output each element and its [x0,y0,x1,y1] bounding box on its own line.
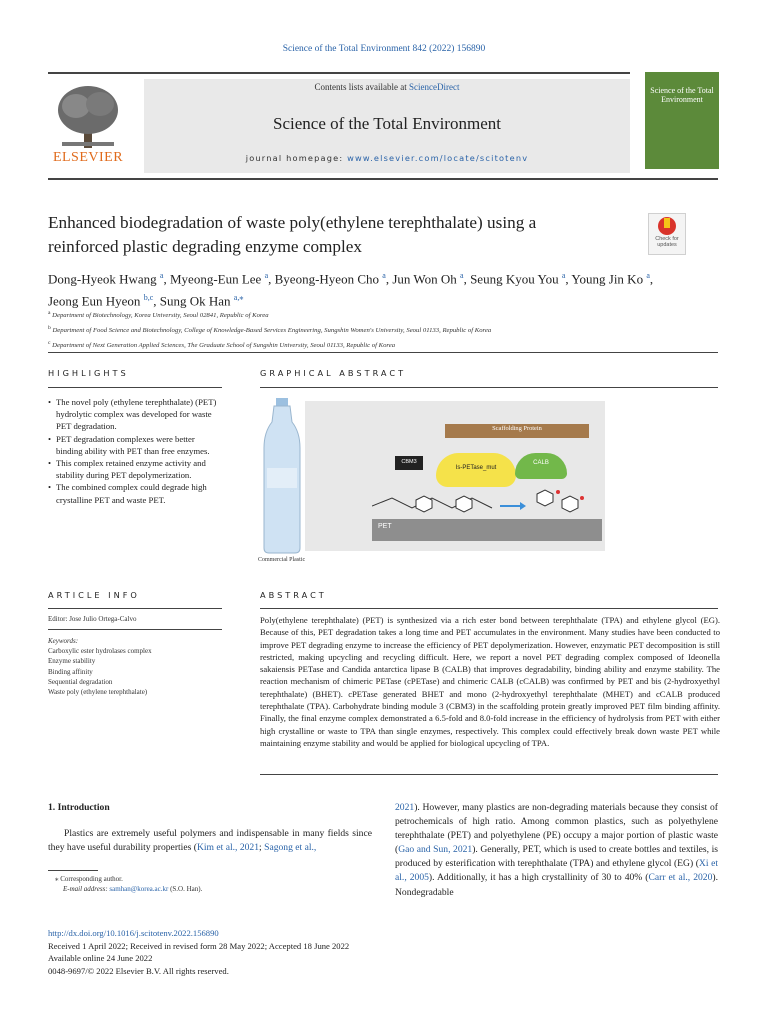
article-info-heading: ARTICLE INFO [48,590,140,600]
crossmark-badge[interactable] [648,213,686,255]
keyword-item: Waste poly (ethylene terephthalate) [48,688,148,697]
intro-text: ). Nondegradable [395,872,718,898]
pet-molecule-chain [372,486,592,520]
header-bottom-rule [48,178,718,180]
highlights-rule [48,387,222,388]
affiliation-line [48,322,728,337]
footnote [55,874,375,894]
publisher-name: ELSEVIER [52,150,124,165]
cover-title: Science of the Total Environment [650,86,714,104]
affiliation-mark: b [48,325,51,332]
intro-text: ). Generally, PET, which is used to create bottles and textiles, is produced by esterification with terephthalate (TPA) and ethylene glycol (EG) ( [395,844,719,870]
homepage-prefix: journal homepage: [245,153,348,163]
author-name[interactable]: Seung Kyou You [470,271,559,287]
author-name[interactable]: Myeong-Eun Lee [169,271,262,287]
highlight-item: • The novel poly (ethylene terephthalate) (PET) hydrolytic complex was developed for waste PET degradation. [56,396,222,433]
footnote-rule [48,870,98,871]
author-affiliation[interactable]: a [382,271,386,280]
author-name[interactable]: Dong-Hyeok Hwang [48,271,157,287]
email-label: E-mail address: [63,885,110,894]
reference-link[interactable]: 2021 [395,802,415,813]
author-affiliation[interactable]: a [460,271,464,280]
online-date: Available online 24 June 2022 [48,953,153,964]
doi-link[interactable]: http://dx.doi.org/10.1016/j.scitotenv.2022.156890 [48,928,219,938]
contents-line [144,82,630,92]
author-name[interactable]: Young Jin Ko [571,271,644,287]
received-dates: Received 1 April 2022; Received in revised form 28 May 2022; Accepted 18 June 2022 [48,940,350,951]
graphical-abstract-heading: GRAPHICAL ABSTRACT [260,368,407,378]
article-info-rule [48,608,222,609]
crossmark-label: Check for updates [655,236,679,248]
author-separator: , [385,271,393,287]
keyword-item: Carboxylic ester hydrolases complex [48,647,152,656]
journal-citation[interactable]: Science of the Total Environment 842 (2022) 156890 [282,44,486,54]
article-title: Enhanced biodegradation of waste poly(ethylene terephthalate) using a reinforced plastic degrading enzyme complex [48,213,537,256]
homepage-link[interactable]: www.elsevier.com/locate/scitotenv [347,153,529,163]
affiliation-line [48,307,728,322]
reference-link[interactable]: Sagong et al., [264,842,317,854]
author-separator: , [463,271,471,287]
author-affiliation[interactable]: a,⁎ [233,293,244,303]
header-top-rule [48,72,630,74]
author-affiliation[interactable]: a [159,271,164,280]
calb-enzyme [515,453,567,479]
keywords-block [48,636,222,697]
author-separator: , [268,271,275,287]
reference-link[interactable]: Kim et al., 2021 [196,842,260,854]
introduction-heading: 1. Introduction [48,802,110,813]
sciencedirect-link[interactable]: ScienceDirect [409,82,460,92]
highlight-item: • The combined complex could degrade high crystalline PET and waste PET. [56,481,222,505]
keywords-label: Keywords: [48,637,79,645]
editor-rule [48,629,222,630]
scaffold-label: Scaffolding Protein [492,425,542,432]
cbm3-label: CBM3 [401,459,417,465]
email-link[interactable]: samhan@korea.ac.kr [109,885,169,894]
abstract-rule [260,608,718,609]
affiliation-mark: a [48,310,51,316]
graphical-abstract-rule [260,387,718,388]
calb-label: CALB [533,460,549,466]
author-affiliation[interactable]: a [561,271,566,280]
crossmark-icon [649,214,685,236]
abstract-heading: ABSTRACT [260,590,327,600]
intro-text: ; [259,842,265,854]
affiliations [48,307,728,353]
affiliation-mark: c [48,340,51,347]
highlight-item: • PET degradation complexes were better binding ability with PET than free enzymes. [56,433,222,457]
author-name[interactable]: Byeong-Hyeon Cho [274,271,379,287]
article-footer [48,927,448,977]
author-separator: , [649,271,654,287]
author-separator: , [153,293,160,309]
author-list [48,266,728,311]
author-affiliation[interactable]: b,c [143,293,154,303]
highlight-item: • This complex retained enzyme activity and stability during PET depolymerization. [56,457,222,481]
reference-link[interactable]: Xi et al., 2005 [395,858,719,884]
intro-text: Plastics are extremely useful polymers and indispensable in many fields since they have useful durability properties ( [48,828,372,854]
author-name[interactable]: Jeong Eun Hyeon [48,293,141,309]
intro-paragraph-left [48,827,372,855]
bottle-caption: Commercial Plastic [258,557,306,563]
affiliation-text: Department of Biotechnology, Korea University, Seoul 02841, Republic of Korea [52,312,269,320]
keyword-item: Enzyme stability [48,657,96,666]
pet-substrate [372,519,602,541]
section-divider [48,352,718,353]
keyword-item: Binding affinity [48,667,93,676]
reference-link[interactable]: Gao and Sun, 2021 [398,844,473,856]
email-suffix: (S.O. Han). [168,885,203,894]
affiliation-text: Department of Next Generation Applied Sciences, The Graduate School of Sungshin University, Seoul 01133, Republic of Korea [52,342,396,350]
author-affiliation[interactable]: a [264,271,269,280]
abstract-text: Poly(ethylene terephthalate) (PET) is synthesized via a rich ester bond between terephthalate (TPA) and ethylene glycol (EG). Because of this, PET degradation takes a long time and PET accumulates in the environment. Many studies have been conducted to improve PET degrading enzyme to increase the efficiency of PET depolymerization. However, enzymatic PET decomposition is still restricted, making upcycling and recycling difficult. Here, we report a novel PET degrading complex composed of Ideonella sakaiensis PETase and Candida antarctica lipase B (CALB) that improves degradability, binding ability and enzyme stability. The reaction mechanism of chimeric PETase (cPETase) and chimeric CALB (cCALB) was confirmed by PET and bis (2-hydroxyethyl terephthalate) (BHET). cPETase generated BHET and mono (2-hydroxyethyl terephthalate (MHET) and cCALB produced terephthalate (TPA). Carbohydrate binding module 3 (CBM3) in the scaffolding protein greatly improved PET film binding affinity. Finally, the final enzyme complex demonstrated a 6.5-fold and 8.0-fold increase in the efficiency of hydrolysis from PET with either high crystalline or waste to TPA than single enzymes, respectively. This complex could effectively break down waste PET while maintaining enzyme stability and would be applied for biological upcycling of TPA. [260,615,720,748]
author-separator: , [163,271,170,287]
highlights-list [48,396,222,506]
affiliation-text: Department of Food Science and Biotechnology, College of Knowledge-Based Services Engineering, Sungshin Women's University, Seoul 01133, Republic of Korea [52,327,492,335]
abstract-bottom-rule [260,774,718,775]
editor-line: Editor: Jose Julio Ortega-Calvo [48,615,137,623]
highlights-heading: HIGHLIGHTS [48,368,129,378]
email-line [55,884,375,894]
affiliation-line [48,337,728,352]
author-separator: , [565,271,572,287]
intro-paragraph-right [395,801,718,900]
intro-text: ). Additionally, it has a high crystallinity of 30 to 40% ( [428,872,649,884]
intro-text: ). However, many plastics are non-degrading materials because they consist of petrochemicals of high ratio. Among common plastics, such as polyethylene terephthalate (PET) and polyethylene (PE) occupy a major portion of plastic waste ( [395,802,718,856]
petase-label: Is-PETase_mut [455,465,497,471]
corresponding-line [55,874,375,884]
keyword-item: Sequential degradation [48,677,113,686]
author-affiliation[interactable]: a [646,271,650,280]
plastic-bottle-image[interactable] [262,398,302,554]
contents-prefix: Contents lists available at [314,82,409,92]
copyright: 0048-9697/© 2022 Elsevier B.V. All rights reserved. [48,965,229,976]
journal-name: Science of the Total Environment [273,114,501,133]
author-name[interactable]: Jun Won Oh [392,271,457,287]
corresponding-text: Corresponding author. [60,875,123,883]
footnote-mark: ⁎ [55,875,59,883]
pet-label: PET [378,523,392,530]
author-name[interactable]: Sung Ok Han [159,293,231,309]
journal-homepage [144,153,630,163]
reference-link[interactable]: Carr et al., 2020 [648,872,713,884]
